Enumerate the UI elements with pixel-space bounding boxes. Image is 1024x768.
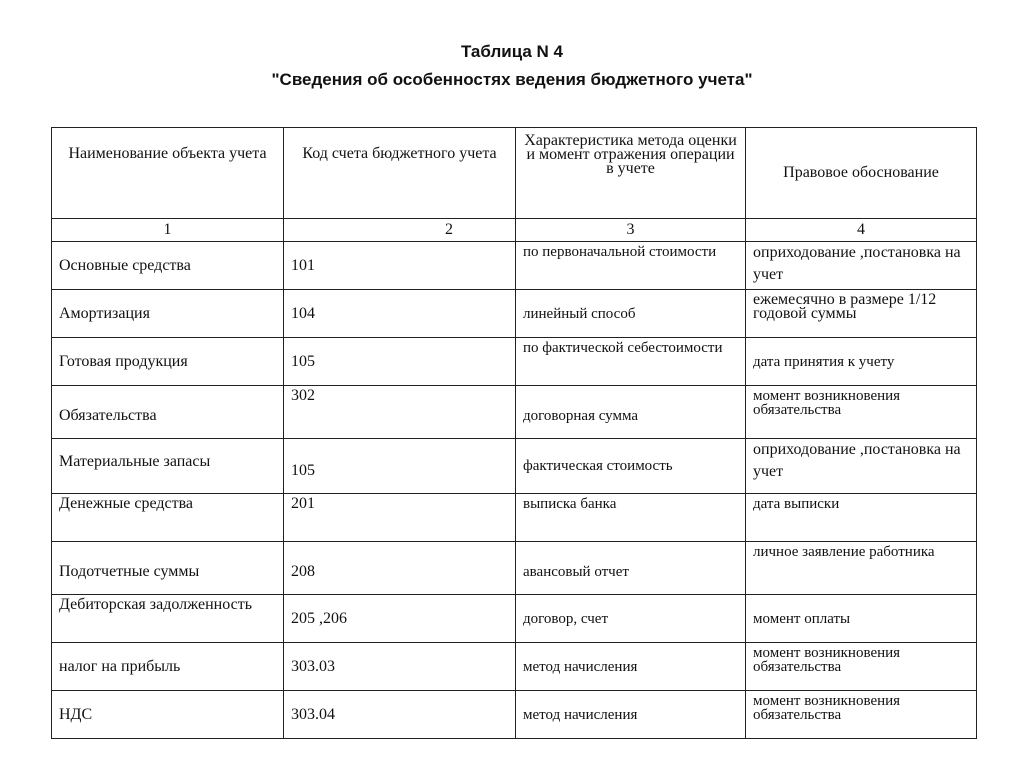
legal-basis-cell: оприходование ,постановка на учет bbox=[746, 439, 977, 494]
method-cell: по первоначальной стоимости bbox=[516, 242, 746, 290]
column-number-row bbox=[52, 219, 977, 242]
legal-basis-cell: момент оплаты bbox=[746, 595, 977, 643]
method-cell: авансовый отчет bbox=[516, 542, 746, 595]
object-name-cell: НДС bbox=[52, 691, 284, 739]
table-row bbox=[52, 290, 977, 338]
column-number: 1 bbox=[52, 219, 284, 242]
column-number: 3 bbox=[516, 219, 746, 242]
table-row bbox=[52, 542, 977, 595]
account-code-cell: 303.04 bbox=[284, 691, 516, 739]
table-row bbox=[52, 439, 977, 494]
object-name-cell: Подотчетные суммы bbox=[52, 542, 284, 595]
account-code-cell: 201 bbox=[284, 494, 516, 542]
account-code-cell: 303.03 bbox=[284, 643, 516, 691]
legal-basis-cell: момент возникновения обязательства bbox=[746, 386, 977, 439]
account-code-cell: 205 ,206 bbox=[284, 595, 516, 643]
legal-basis-cell: ежемесячно в размере 1/12 годовой суммы bbox=[746, 290, 977, 338]
method-cell: метод начисления bbox=[516, 691, 746, 739]
header-account-code: Код счета бюджетного учета bbox=[284, 128, 516, 219]
table-row bbox=[52, 386, 977, 439]
table-row bbox=[52, 691, 977, 739]
object-name-cell: Денежные средства bbox=[52, 494, 284, 542]
object-name-cell: Дебиторская задолженность bbox=[52, 595, 284, 643]
method-cell: выписка банка bbox=[516, 494, 746, 542]
account-code-cell: 302 bbox=[284, 386, 516, 439]
budget-accounting-table bbox=[51, 127, 977, 739]
object-name-cell: Основные средства bbox=[52, 242, 284, 290]
account-code-cell: 105 bbox=[284, 439, 516, 494]
object-name-cell: Готовая продукция bbox=[52, 338, 284, 386]
method-cell: фактическая стоимость bbox=[516, 439, 746, 494]
object-name-cell: Обязательства bbox=[52, 386, 284, 439]
legal-basis-cell: дата принятия к учету bbox=[746, 338, 977, 386]
method-cell: по фактической себестоимости bbox=[516, 338, 746, 386]
header-row bbox=[52, 128, 977, 219]
account-code-cell: 208 bbox=[284, 542, 516, 595]
legal-basis-cell: личное заявление работника bbox=[746, 542, 977, 595]
table-caption: Таблица N 4 bbox=[460, 42, 564, 61]
object-name-cell: Амортизация bbox=[52, 290, 284, 338]
table-row bbox=[52, 242, 977, 290]
table-row bbox=[52, 643, 977, 691]
object-name-cell: Материальные запасы bbox=[52, 439, 284, 494]
method-cell: метод начисления bbox=[516, 643, 746, 691]
table-row bbox=[52, 338, 977, 386]
legal-basis-cell: оприходование ,постановка на учет bbox=[746, 242, 977, 290]
legal-basis-cell: дата выписки bbox=[746, 494, 977, 542]
table-row bbox=[52, 595, 977, 643]
table-title: "Сведения об особенностях ведения бюджетного учета" bbox=[271, 70, 753, 89]
object-name-cell: налог на прибыль bbox=[52, 643, 284, 691]
method-cell: договорная сумма bbox=[516, 386, 746, 439]
column-number: 2 bbox=[284, 219, 516, 242]
method-cell: линейный способ bbox=[516, 290, 746, 338]
header-legal-basis: Правовое обоснование bbox=[746, 128, 977, 219]
account-code-cell: 105 bbox=[284, 338, 516, 386]
legal-basis-cell: момент возникновения обязательства bbox=[746, 643, 977, 691]
legal-basis-cell: момент возникновения обязательства bbox=[746, 691, 977, 739]
header-method: Характеристика метода оценки и момент отражения операции в учете bbox=[516, 128, 746, 219]
account-code-cell: 104 bbox=[284, 290, 516, 338]
header-object-name: Наименование объекта учета bbox=[52, 128, 284, 219]
method-cell: договор, счет bbox=[516, 595, 746, 643]
column-number: 4 bbox=[746, 219, 977, 242]
account-code-cell: 101 bbox=[284, 242, 516, 290]
table-row bbox=[52, 494, 977, 542]
